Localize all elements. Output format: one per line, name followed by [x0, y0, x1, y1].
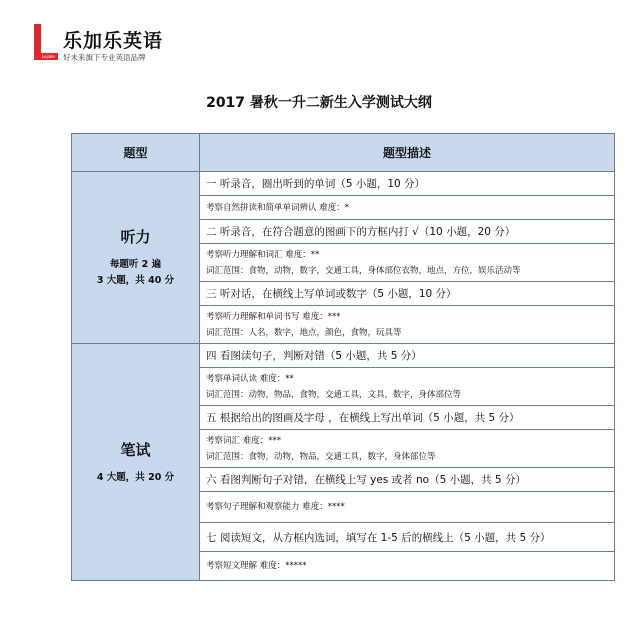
question-title: 五 根据给出的图画及字母 ，在横线上写出单词（5 小题，共 5 分）	[200, 406, 615, 430]
description-line: 词汇范围：食物，动物，物品，交通工具，数字，身体部位等	[206, 451, 436, 462]
description-line: 考察听力理解和单词书写 难度：***	[206, 311, 341, 322]
question-description	[200, 244, 615, 282]
question-title: 七 阅读短文，从方框内选词，填写在 1-5 后的横线上（5 小题，共 5 分）	[200, 523, 615, 552]
question-title: 六 看图判断句子对错，在横线上写 yes 或者 no（5 小题，共 5 分）	[200, 468, 615, 492]
section-note: 每题听 2 遍	[109, 259, 162, 270]
page-title: 2017 暑秋一升二新生入学测试大纲	[206, 95, 432, 111]
section-score: 4 大题，共 20 分	[96, 471, 175, 483]
column-header-type: 题型	[72, 134, 200, 172]
table-row	[72, 172, 615, 196]
brand-slogan: 好未来旗下专业英语品牌	[63, 53, 146, 62]
question-description	[200, 368, 615, 406]
description-line: 考察词汇 难度：***	[206, 435, 281, 446]
description-line: 词汇范围：动物，物品，食物，交通工具，文具，数字，身体部位等	[206, 389, 462, 400]
description-line: 词汇范围：人名，数字，地点，颜色，食物，玩具等	[206, 327, 402, 338]
column-header-description: 题型描述	[200, 134, 615, 172]
brand-name: 乐加乐英语	[63, 30, 164, 52]
question-description	[200, 430, 615, 468]
brand-logo	[32, 24, 192, 74]
table-header-row	[72, 134, 615, 172]
question-description: 考察短文理解 难度：*****	[200, 552, 615, 581]
section-score: 3 大题，共 40 分	[96, 275, 175, 286]
syllabus-table	[71, 133, 615, 581]
section-written-cell	[72, 344, 200, 581]
table-row	[72, 344, 615, 368]
question-title: 二 听录音，在符合题意的图画下的方框内打 √（10 小题，20 分）	[200, 220, 615, 244]
description-line: 考察单词认读 难度：**	[206, 373, 294, 384]
description-line: 词汇范围：食物，动物，数字，交通工具，身体部位衣物，地点，方位，娱乐活动等	[206, 265, 521, 276]
section-listening-cell	[72, 172, 200, 344]
logo-mark-icon: Lejiale	[32, 24, 60, 66]
section-title: 笔试	[120, 440, 151, 459]
question-title: 一 听录音，圈出听到的单词（5 小题，10 分）	[200, 172, 615, 196]
description-line: 考察听力理解和词汇 难度：**	[206, 249, 320, 260]
section-title: 听力	[120, 228, 151, 246]
question-description	[200, 306, 615, 344]
question-title: 三 听对话，在横线上写单词或数字（5 小题，10 分）	[200, 282, 615, 306]
question-description: 考察自然拼读和简单单词辨认 难度：*	[200, 196, 615, 220]
question-description: 考察句子理解和观察能力 难度：****	[200, 492, 615, 523]
question-title: 四 看图读句子，判断对错（5 小题，共 5 分）	[200, 344, 615, 368]
